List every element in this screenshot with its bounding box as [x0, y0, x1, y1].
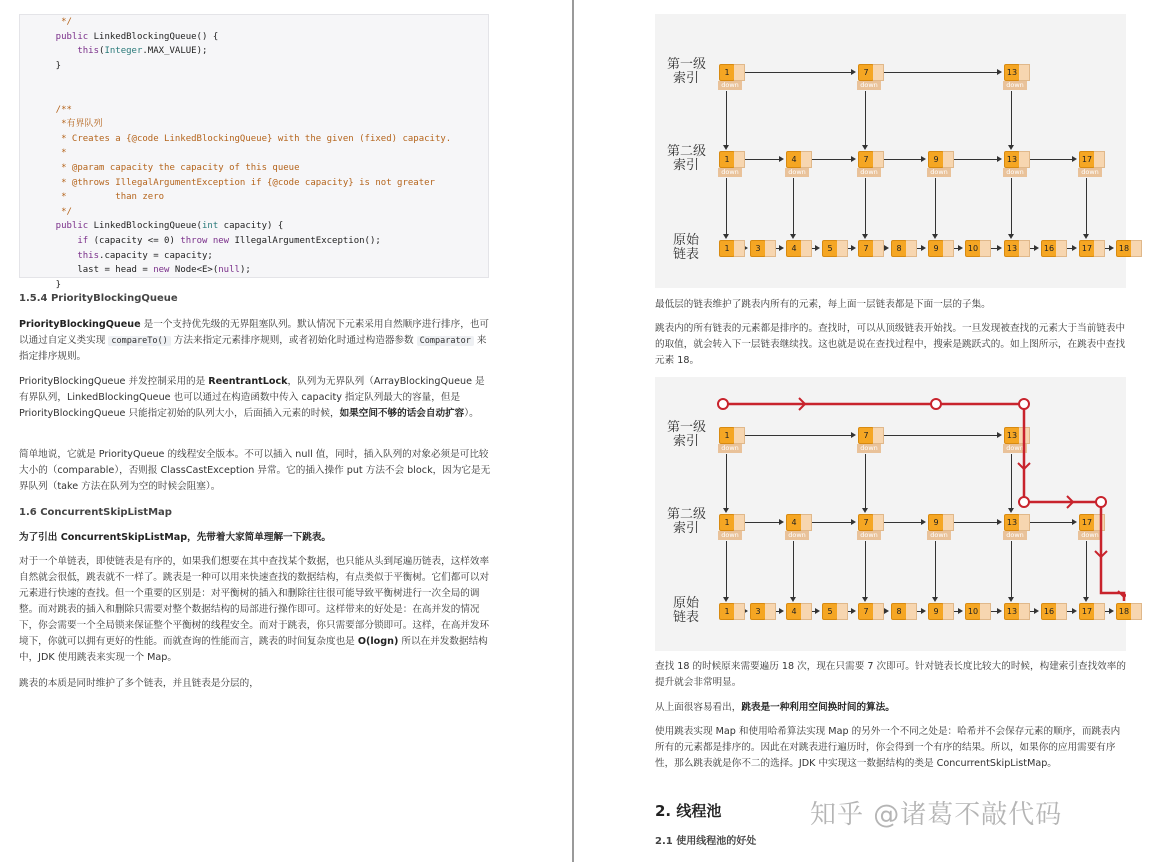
text: ）。	[464, 408, 479, 419]
down-pointer: down	[857, 168, 881, 177]
link-arrow	[779, 245, 784, 251]
link-arrow	[1109, 245, 1114, 251]
link-line	[745, 159, 780, 160]
skiplist-figure	[655, 14, 1130, 288]
node-pointer	[1019, 64, 1030, 81]
code-line	[34, 161, 488, 176]
node-pointer	[873, 151, 884, 168]
list-node: 10	[965, 603, 981, 620]
down-line	[1011, 178, 1012, 234]
code-line	[34, 190, 488, 205]
link-arrow	[997, 69, 1002, 75]
list-node: 1	[719, 240, 735, 257]
code-line	[34, 73, 488, 88]
down-pointer: down	[857, 81, 881, 90]
list-node: 16	[1041, 603, 1057, 620]
list-node: 10	[965, 240, 981, 257]
down-arrow	[723, 234, 729, 239]
code-token: public	[34, 31, 94, 42]
list-node: 1	[719, 514, 735, 531]
list-node: 7	[858, 151, 874, 168]
list-node: 4	[786, 240, 802, 257]
down-pointer: down	[718, 168, 742, 177]
list-node: 7	[858, 514, 874, 531]
code-line	[34, 44, 488, 59]
code-token: int	[201, 221, 219, 232]
search-step-marker	[1019, 399, 1029, 409]
down-pointer: down	[718, 444, 742, 453]
text: 所以在并发数据结构中，JDK 使用跳表来实现一个 Map。	[19, 636, 488, 663]
down-pointer: down	[927, 531, 951, 540]
down-arrow	[723, 145, 729, 150]
down-pointer: down	[1078, 531, 1102, 540]
code-token: new	[153, 265, 175, 276]
code-token: if	[34, 235, 94, 246]
down-pointer: down	[927, 168, 951, 177]
text: 是一个支持优先级的无界阻塞队列。默认情况下元素采用自然顺序进行排序，也可以通过自定义类实现	[19, 319, 490, 346]
code-line	[34, 132, 488, 147]
code-line	[34, 234, 488, 249]
code-token: *	[34, 148, 67, 159]
down-arrow	[790, 234, 796, 239]
text: 来指定排序规则。	[19, 335, 487, 362]
link-arrow	[851, 156, 856, 162]
list-node: 3	[750, 603, 766, 620]
list-node: 7	[858, 64, 874, 81]
bold-term: ReentrantLock	[208, 376, 288, 387]
paragraph-skiplist-explained	[19, 554, 491, 666]
section-heading-priority-blocking-queue: 1.5.4 PriorityBlockingQueue	[19, 293, 178, 304]
list-node: 13	[1004, 64, 1020, 81]
code-token: .MAX_VALUE);	[142, 46, 208, 57]
search-step-marker	[1096, 497, 1106, 507]
code-token: );	[239, 265, 251, 276]
list-node: 17	[1079, 603, 1095, 620]
list-node: 7	[858, 427, 874, 444]
down-pointer: down	[1003, 444, 1027, 453]
list-node: 13	[1004, 240, 1020, 257]
link-arrow	[997, 245, 1002, 251]
level-label: 第一级 索引	[667, 57, 707, 86]
level-label: 第二级 索引	[667, 507, 707, 536]
node-pointer	[1131, 240, 1142, 257]
code-line	[34, 88, 488, 103]
list-node: 18	[1116, 603, 1132, 620]
node-pointer	[1094, 240, 1105, 257]
code-token: Node<E>(	[174, 265, 219, 276]
code-line	[34, 59, 488, 74]
code-token: last = head =	[34, 265, 154, 276]
list-node: 5	[822, 240, 838, 257]
search-step-marker	[718, 399, 728, 409]
down-arrow	[932, 234, 938, 239]
list-node: 1	[719, 603, 735, 620]
inline-code: Comparator	[417, 336, 474, 346]
list-node: 8	[891, 603, 907, 620]
list-node: 9	[928, 603, 944, 620]
code-token: * Creates a {@code LinkedBlockingQueue} with the given (fixed) capacity.	[34, 133, 452, 144]
list-node: 7	[858, 240, 874, 257]
node-pointer	[873, 240, 884, 257]
node-pointer	[734, 240, 745, 257]
code-token: /**	[34, 104, 72, 115]
node-pointer	[1131, 603, 1142, 620]
list-node: 9	[928, 151, 944, 168]
link-arrow	[815, 245, 820, 251]
list-node: 13	[1004, 427, 1020, 444]
code-token: .capacity = capacity;	[99, 250, 213, 261]
code-line	[34, 30, 488, 45]
down-pointer: down	[718, 81, 742, 90]
list-node: 13	[1004, 151, 1020, 168]
link-arrow	[958, 245, 963, 251]
search-path-overlay	[655, 377, 1126, 651]
list-node: 1	[719, 427, 735, 444]
list-node: 4	[786, 151, 802, 168]
node-pointer	[943, 151, 954, 168]
down-arrow	[862, 145, 868, 150]
down-line	[1011, 91, 1012, 145]
code-token: null	[218, 265, 240, 276]
node-pointer	[734, 151, 745, 168]
code-token: * than zero	[34, 192, 165, 203]
node-pointer	[943, 240, 954, 257]
paragraph-skiplist-essence: 跳表的本质是同时维护了多个链表，并且链表是分层的，	[19, 678, 259, 689]
down-line	[726, 91, 727, 145]
code-token: (	[99, 46, 105, 57]
list-node: 9	[928, 240, 944, 257]
level-label: 第二级 索引	[667, 144, 707, 173]
node-pointer	[1019, 240, 1030, 257]
node-pointer	[734, 64, 745, 81]
link-arrow	[1034, 245, 1039, 251]
paragraph-pbq-summary: 简单地说，它就是 PriorityQueue 的线程安全版本。不可以插入 null 值，同时，插入队列的对象必须是可比较大小的（comparable），否则报 ClassCastException 异常。它的插入操作 put 方法不会 block，因为它是无界队列（take 方法在队列为空的时候会阻塞）。	[19, 449, 491, 492]
node-pointer	[980, 240, 991, 257]
list-node: 7	[858, 603, 874, 620]
link-arrow	[1072, 156, 1077, 162]
code-token: IllegalArgumentException();	[234, 235, 381, 246]
code-block	[19, 14, 489, 290]
search-path	[723, 404, 1124, 601]
list-node: 13	[1004, 514, 1020, 531]
level-label: 原始 链表	[672, 233, 699, 262]
down-arrow	[862, 234, 868, 239]
code-token: Integer	[104, 46, 143, 57]
paragraph-skiplist-vs-hash: 使用跳表实现 Map 和使用哈希算法实现 Map 的另外一个不同之处是：哈希并不会保存元素的顺序，而跳表内所有的元素都是排序的。因此在对跳表进行遍历时，你会得到一个有序的结果。所以，如果你的应用需要有序性，那么跳表就是你不二的选择。JDK 中实现这一数据结构的类是 ConcurrentSkipListMap。	[655, 726, 1121, 769]
code-token: public	[34, 221, 94, 232]
list-node: 18	[1116, 240, 1132, 257]
code-token: }	[34, 60, 62, 71]
paragraph-search-process: 跳表内的所有链表的元素都是排序的。查找时，可以从顶级链表开始找。一旦发现被查找的元素大于当前链表中的取值，就会转入下一层链表继续找。这也就是说在查找过程中，搜索是跳跃式的。如上图所示，在跳表中查找元素 18。	[655, 323, 1126, 366]
code-line	[34, 249, 488, 264]
code-line	[34, 278, 488, 293]
link-line	[884, 72, 998, 73]
down-line	[793, 178, 794, 234]
code-token: }	[34, 279, 62, 290]
link-line	[812, 159, 852, 160]
link-line	[954, 159, 998, 160]
node-pointer	[801, 240, 812, 257]
node-pointer	[906, 240, 917, 257]
link-arrow	[1072, 245, 1077, 251]
down-pointer: down	[1003, 81, 1027, 90]
node-pointer	[1056, 240, 1067, 257]
link-arrow	[997, 156, 1002, 162]
node-pointer	[1019, 151, 1030, 168]
down-line	[865, 178, 866, 234]
down-pointer: down	[1003, 168, 1027, 177]
down-arrow	[1083, 234, 1089, 239]
list-node: 9	[928, 514, 944, 531]
paragraph-space-time	[655, 700, 1126, 716]
code-line	[34, 176, 488, 191]
down-line	[726, 178, 727, 234]
code-line	[34, 15, 488, 30]
code-line	[34, 103, 488, 118]
down-pointer: down	[785, 531, 809, 540]
text: 对于一个单链表，即使链表是有序的，如果我们想要在其中查找某个数据，也只能从头到尾遍历链表，这样效率自然就会很低，跳表就不一样了。跳表是一种可以用来快速查找的数据结构，有点类似于平衡树。它们都可以对元素进行快速的查找。但一个重要的区别是：对平衡树的插入和删除往往很可能导致平衡树进行一次全局的调整。而对跳表的插入和删除只需要对整个数据结构的局部进行操作即可。这样带来的好处是：在高并发的情况下，你会需要一个全局锁来保证整个平衡树的线程安全。而对于跳表，你只需要部分锁即可。这样，在高并发环境下，你就可以拥有更好的性能。而就查询的性能而言，跳表的时间复杂度也是	[19, 556, 490, 647]
down-pointer: down	[857, 444, 881, 453]
node-pointer	[837, 240, 848, 257]
list-node: 16	[1041, 240, 1057, 257]
link-arrow	[921, 245, 926, 251]
paragraph-intro-skiplist: 为了引出 ConcurrentSkipListMap，先带着大家简单理解一下跳表。	[19, 532, 332, 543]
down-arrow	[1008, 145, 1014, 150]
node-pointer	[765, 240, 776, 257]
paragraph-search-cost: 查找 18 的时候原来需要遍历 18 次，现在只需要 7 次即可。针对链表长度比较大的时候，构建索引查找效率的提升就会非常明显。	[655, 661, 1126, 688]
inline-code: compareTo()	[108, 336, 170, 346]
text: 从上面很容易看出，	[655, 702, 742, 713]
right-page	[574, 0, 1151, 862]
code-token: capacity) {	[218, 221, 284, 232]
down-line	[865, 91, 866, 145]
down-arrow	[1008, 234, 1014, 239]
down-pointer: down	[1003, 531, 1027, 540]
node-pointer	[1094, 151, 1105, 168]
text: PriorityBlockingQueue 并发控制采用的是	[19, 376, 209, 387]
code-line	[34, 263, 488, 278]
list-node: 8	[891, 240, 907, 257]
link-line	[745, 72, 852, 73]
left-page	[0, 0, 572, 862]
list-node: 5	[822, 603, 838, 620]
code-token: LinkedBlockingQueue(	[93, 221, 202, 232]
node-pointer	[873, 64, 884, 81]
skiplist-search-figure	[655, 377, 1130, 651]
code-token: * @throws IllegalArgumentException if {@code capacity} is not greater	[34, 177, 435, 188]
list-node: 1	[719, 64, 735, 81]
down-line	[1086, 178, 1087, 234]
link-arrow	[884, 245, 889, 251]
link-arrow	[921, 156, 926, 162]
down-pointer: down	[718, 531, 742, 540]
down-pointer: down	[1078, 168, 1102, 177]
level-label: 第一级 索引	[667, 420, 707, 449]
bold-term: 跳表是一种利用空间换时间的算法。	[741, 702, 895, 713]
down-pointer: down	[785, 168, 809, 177]
link-line	[884, 159, 922, 160]
watermark: 知乎 @诸葛不敲代码	[810, 800, 1063, 830]
code-token: LinkedBlockingQueue() {	[93, 31, 219, 42]
list-node: 17	[1079, 514, 1095, 531]
list-node: 3	[750, 240, 766, 257]
link-arrow	[851, 245, 856, 251]
search-step-marker	[931, 399, 941, 409]
code-line	[34, 117, 488, 132]
code-token: */	[34, 17, 72, 27]
list-node: 13	[1004, 603, 1020, 620]
link-arrow	[851, 69, 856, 75]
paragraph-pbq-concurrency	[19, 374, 491, 422]
list-node: 1	[719, 151, 735, 168]
code-token: throw new	[180, 235, 235, 246]
code-token: (capacity <= 0)	[93, 235, 181, 246]
level-label: 原始 链表	[672, 596, 699, 625]
code-token: this	[34, 250, 100, 261]
section-heading-concurrent-skip-list-map: 1.6 ConcurrentSkipListMap	[19, 507, 172, 518]
figure-caption: 最低层的链表维护了跳表内所有的元素，每上面一层链表都是下面一层的子集。	[655, 299, 991, 310]
bold-term: O(logn)	[357, 636, 399, 647]
node-pointer	[801, 151, 812, 168]
code-token: * @param capacity the capacity of this queue	[34, 162, 300, 173]
code-line	[34, 205, 488, 220]
link-arrow	[779, 156, 784, 162]
down-line	[935, 178, 936, 234]
list-node: 17	[1079, 240, 1095, 257]
list-node: 17	[1079, 151, 1095, 168]
code-line	[34, 219, 488, 234]
down-pointer: down	[857, 531, 881, 540]
text: ，队列为无界队列（ArrayBlockingQueue 是有界队列，LinkedBlockingQueue 也可以通过在构造函数中传入 capacity 指定队列最大的容量，但是 PriorityBlockingQueue 只能指定初始的队列大小，后面插入元素的时候，	[19, 376, 485, 419]
section-heading-thread-pool-benefits: 2.1 使用线程池的好处	[655, 836, 757, 847]
list-node: 4	[786, 603, 802, 620]
bold-term: 如果空间不够的话会自动扩容	[339, 408, 465, 419]
search-step-marker	[1019, 497, 1029, 507]
code-token: *有界队列	[34, 119, 103, 130]
code-line	[34, 146, 488, 161]
bold-term: PriorityBlockingQueue	[19, 319, 141, 330]
paragraph-pbq-intro	[19, 317, 491, 365]
list-node: 4	[786, 514, 802, 531]
code-token: */	[34, 206, 72, 217]
chapter-heading-thread-pool: 2. 线程池	[655, 802, 722, 820]
link-line	[1030, 159, 1073, 160]
code-token: this	[34, 46, 100, 57]
text: 方法来指定元素排序规则，或者初始化时通过构造器参数	[170, 335, 417, 346]
